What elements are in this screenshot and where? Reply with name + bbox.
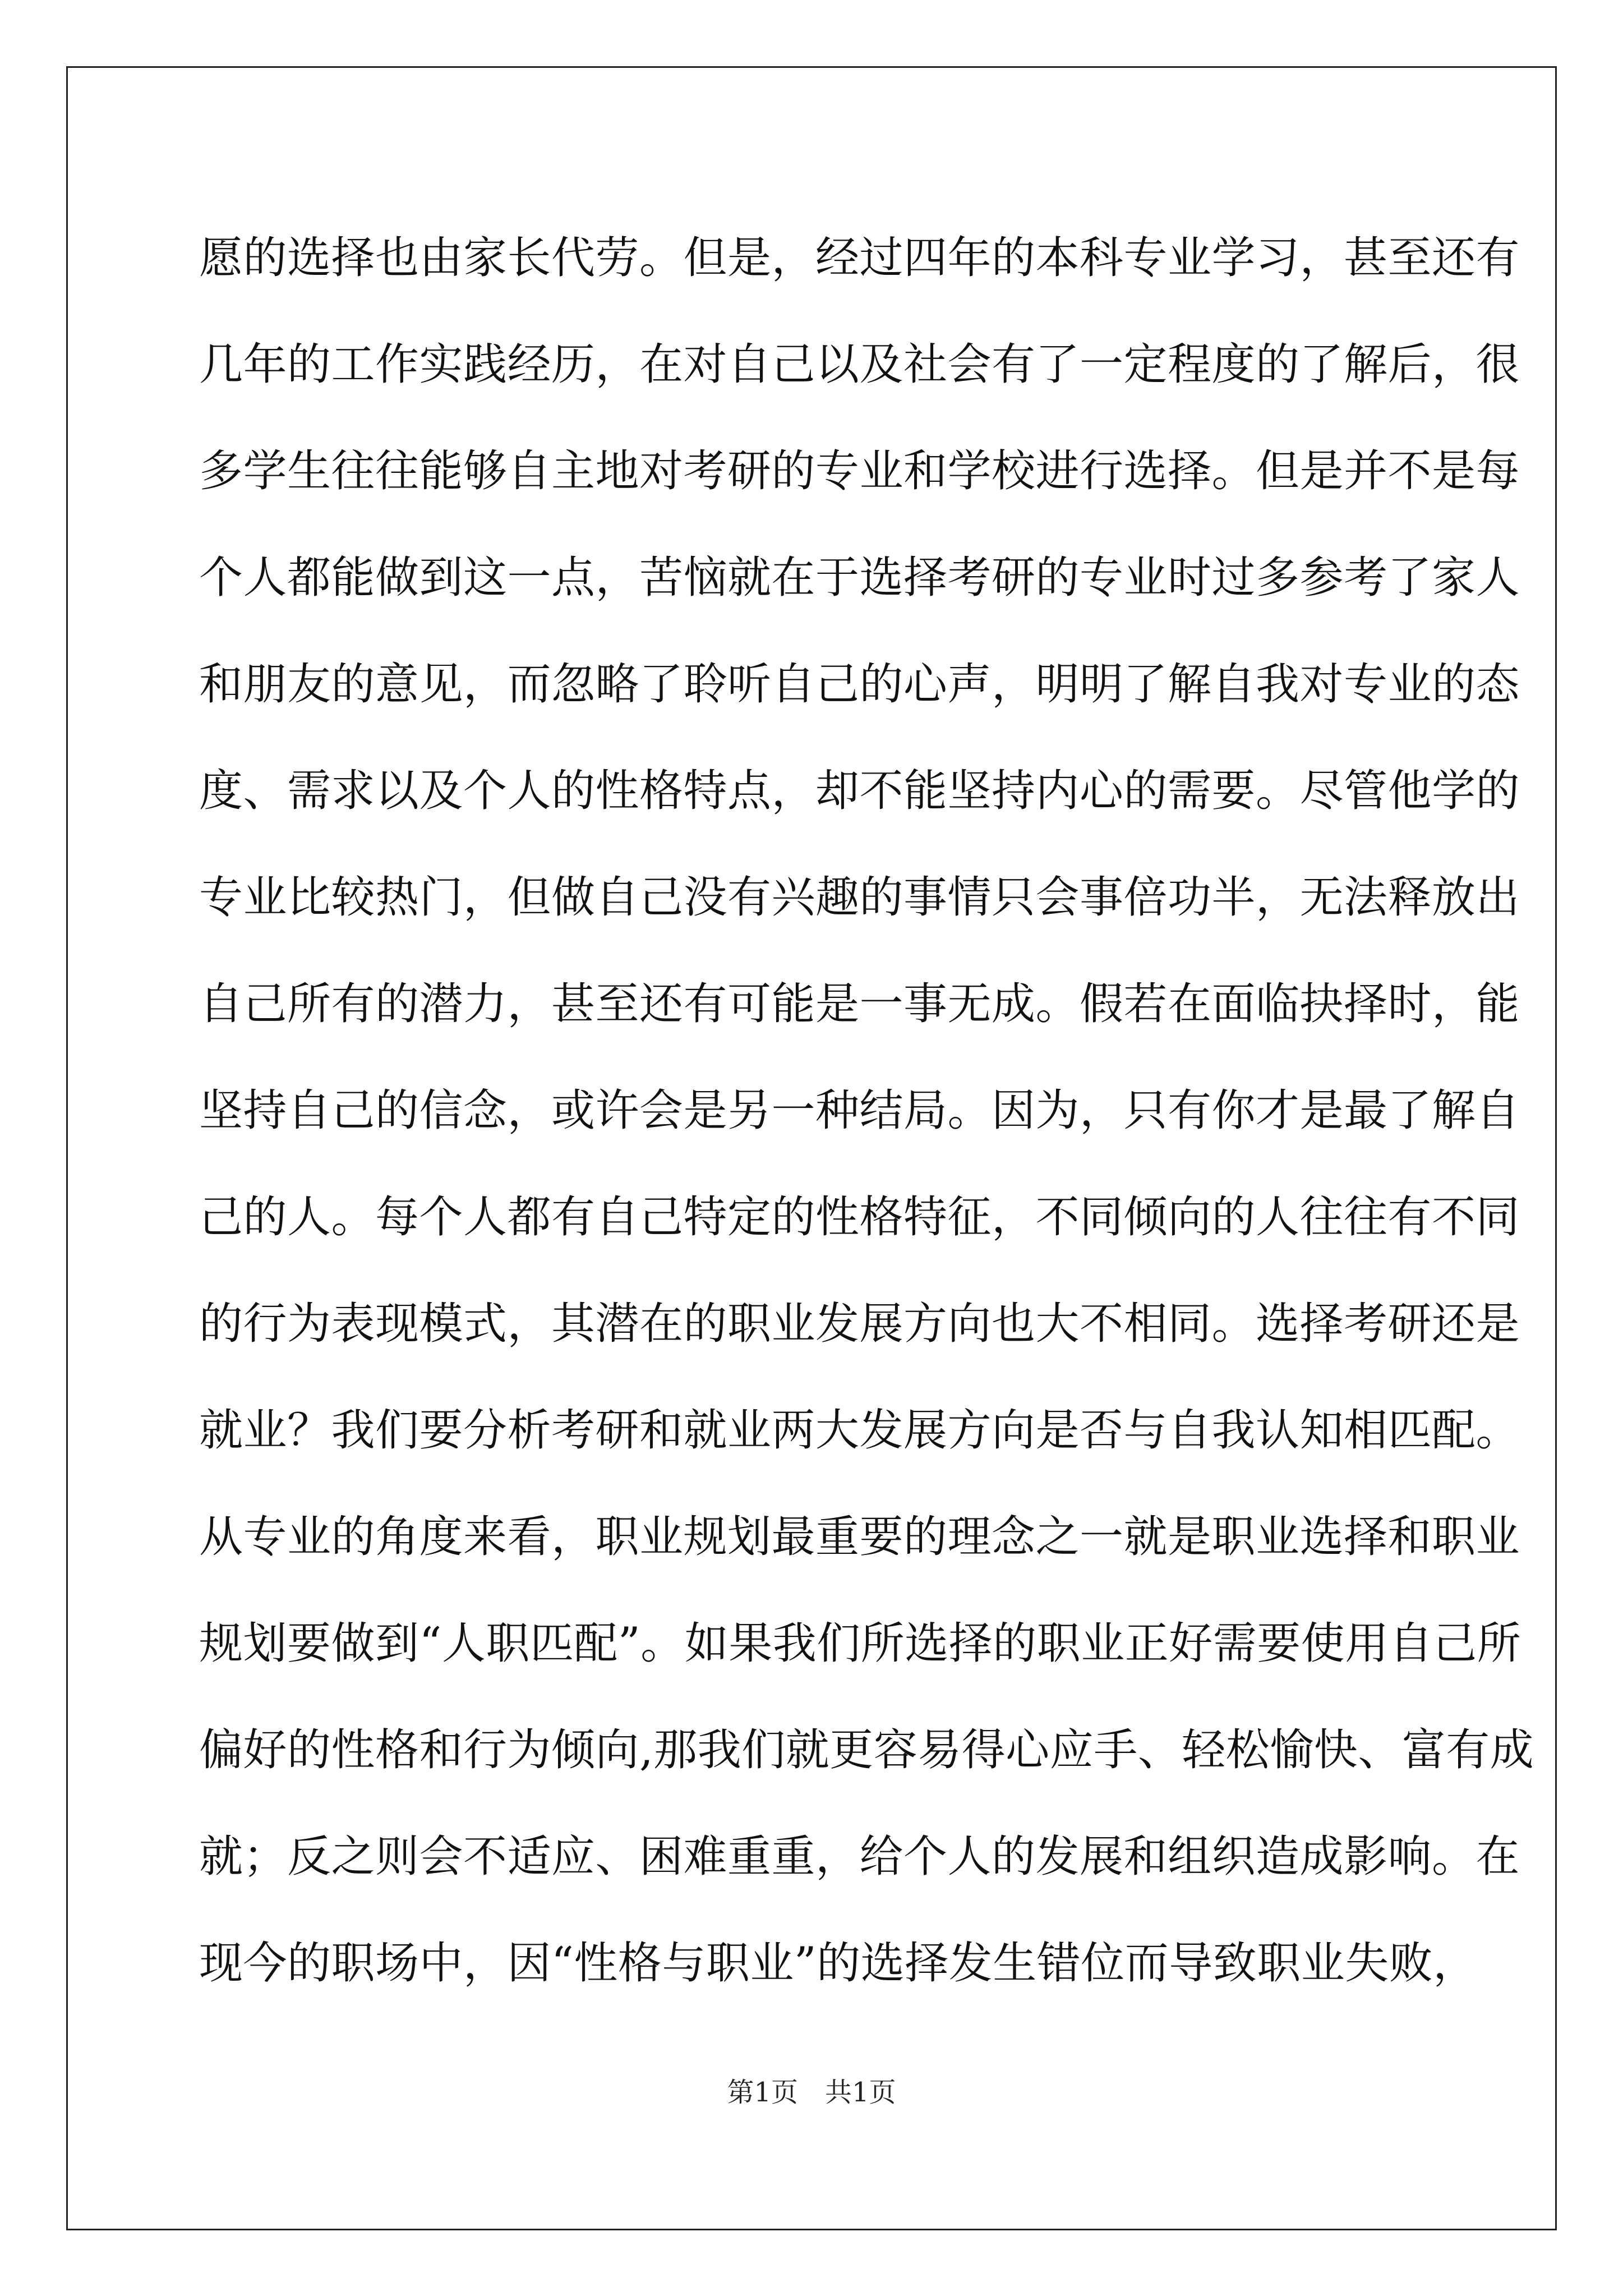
text-line: 现今的职场中，因“性格与职业”的选择发生错位而导致职业失败，	[199, 1938, 1477, 1989]
text-line: 就业？我们要分析考研和就业两大发展方向是否与自我认知相匹配。	[199, 1405, 1520, 1456]
text-line: 度、需求以及个人的性格特点，却不能坚持内心的需要。尽管他学的	[199, 766, 1520, 816]
page-number-footer: 第1页 共1页	[727, 2077, 896, 2108]
text-line: 从专业的角度来看，职业规划最重要的理念之一就是职业选择和职业	[199, 1512, 1520, 1562]
text-line: 愿的选择也由家长代劳。但是，经过四年的本科专业学习，甚至还有	[199, 233, 1520, 283]
text-line: 自己所有的潜力，甚至还有可能是一事无成。假若在面临抉择时，能	[199, 979, 1520, 1029]
text-line: 多学生往往能够自主地对考研的专业和学校进行选择。但是并不是每	[199, 446, 1520, 496]
text-line: 规划要做到“人职匹配”。如果我们所选择的职业正好需要使用自己所	[199, 1618, 1521, 1669]
text-line: 坚持自己的信念，或许会是另一种结局。因为，只有你才是最了解自	[199, 1085, 1520, 1136]
text-line: 的行为表现模式，其潜在的职业发展方向也大不相同。选择考研还是	[199, 1299, 1520, 1349]
document-body	[199, 205, 1534, 2017]
text-line: 专业比较热门，但做自己没有兴趣的事情只会事倍功半，无法释放出	[199, 872, 1520, 923]
text-line: 几年的工作实践经历，在对自己以及社会有了一定程度的了解后，很	[199, 339, 1520, 390]
text-line: 偏好的性格和行为倾向,那我们就更容易得心应手、轻松愉快、富有成	[199, 1725, 1534, 1775]
text-line: 己的人。每个人都有自己特定的性格特征，不同倾向的人往往有不同	[199, 1192, 1520, 1243]
text-line: 个人都能做到这一点，苦恼就在于选择考研的专业时过多参考了家人	[199, 553, 1520, 603]
text-line: 和朋友的意见，而忽略了聆听自己的心声，明明了解自我对专业的态	[199, 659, 1520, 710]
text-line: 就；反之则会不适应、困难重重，给个人的发展和组织造成影响。在	[199, 1832, 1520, 1882]
